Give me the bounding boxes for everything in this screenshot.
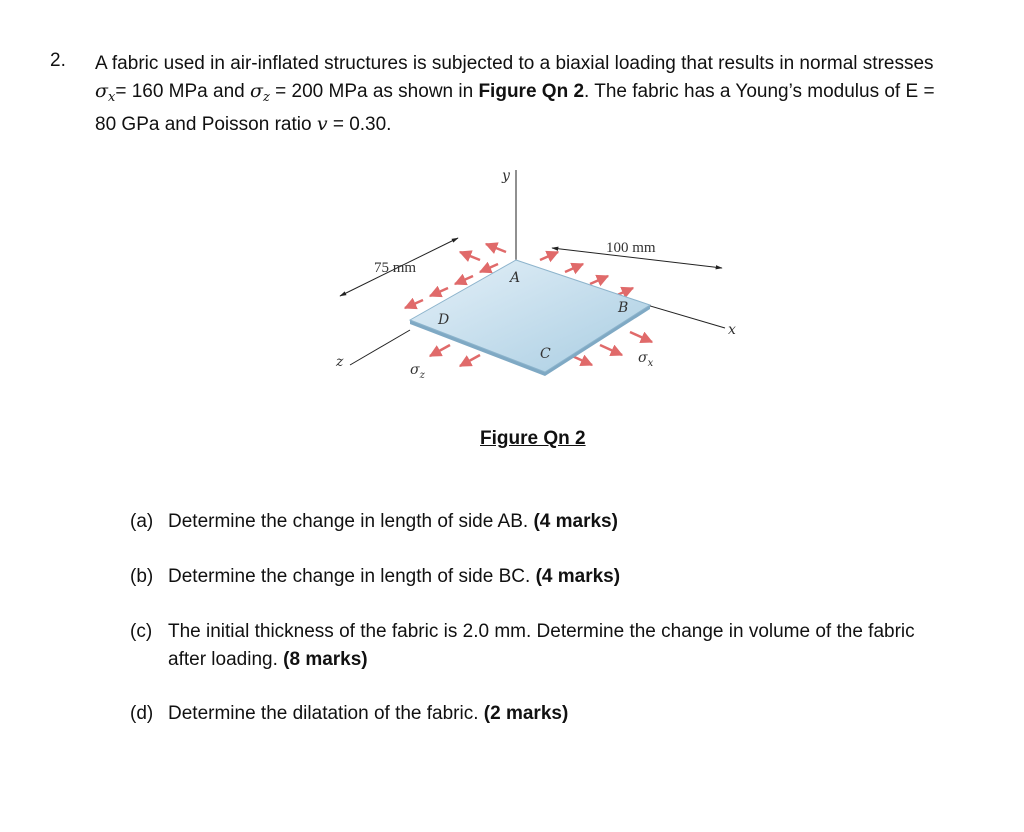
- stress-z-sub: z: [419, 370, 425, 381]
- part-c-marks: (8 marks): [283, 648, 368, 670]
- corner-label-a: A: [510, 270, 521, 286]
- part-b-marks: (4 marks): [535, 566, 621, 587]
- z-axis-line: [350, 330, 410, 365]
- part-a-marks: (4 marks): [533, 511, 618, 532]
- sigma-x-value: = 160 MPa and: [115, 80, 251, 102]
- intro-text-3: = 0.30.: [327, 114, 392, 135]
- sigma-x-symbol: σ: [95, 79, 108, 102]
- stress-label-z: [410, 362, 426, 381]
- figure-caption: Figure Qn 2: [480, 428, 586, 449]
- part-c-text: The initial thickness of the fabric is 2.0 mm. Determine the change in volume of the fabric after loading.: [168, 621, 915, 670]
- stress-x-sigma: σ: [638, 350, 648, 366]
- biaxial-fabric-figure: [330, 160, 750, 400]
- part-a-label: (a): [130, 511, 154, 532]
- axis-label-x: x: [728, 322, 736, 338]
- part-d-label: (d): [130, 703, 154, 724]
- figure-reference: Figure Qn 2: [478, 80, 585, 102]
- part-b-label: (b): [130, 566, 154, 587]
- sigma-z-value: = 200 MPa as shown in: [269, 80, 479, 102]
- sigma-x-subscript: x: [107, 89, 116, 105]
- dimension-label-100mm: 100 mm: [606, 240, 656, 256]
- corner-label-d: D: [438, 312, 450, 328]
- corner-label-c: C: [540, 346, 551, 362]
- part-d-text: Determine the dilatation of the fabric.: [168, 703, 484, 724]
- axis-label-y: y: [502, 168, 510, 184]
- sigma-z-subscript: z: [263, 89, 270, 105]
- stress-z-sigma: σ: [410, 362, 420, 378]
- question-number: 2.: [50, 50, 66, 71]
- part-d: [130, 700, 928, 728]
- poisson-symbol: v: [316, 113, 328, 135]
- part-a-text: Determine the change in length of side AB.: [168, 511, 534, 532]
- part-b: [130, 563, 928, 591]
- stress-x-sub: x: [647, 358, 654, 369]
- stress-label-x: [638, 350, 654, 369]
- part-d-marks: (2 marks): [483, 703, 569, 724]
- part-a: [130, 508, 928, 536]
- part-c-label: (c): [130, 621, 153, 642]
- sigma-z-symbol: σ: [250, 79, 263, 102]
- corner-label-b: B: [618, 300, 629, 316]
- question-text: [95, 50, 955, 139]
- axis-label-z: z: [336, 354, 344, 370]
- part-c: [130, 618, 928, 673]
- part-b-text: Determine the change in length of side BC.: [168, 566, 536, 587]
- intro-text-1: A fabric used in air-inflated structures is subjected to a biaxial loading that results in normal stresses: [95, 53, 934, 74]
- intro-text-2: . The fabric has a Young’s modulus of E = 80 GPa and Poisson ratio: [95, 80, 935, 135]
- dimension-label-75mm: 75 mm: [374, 260, 417, 276]
